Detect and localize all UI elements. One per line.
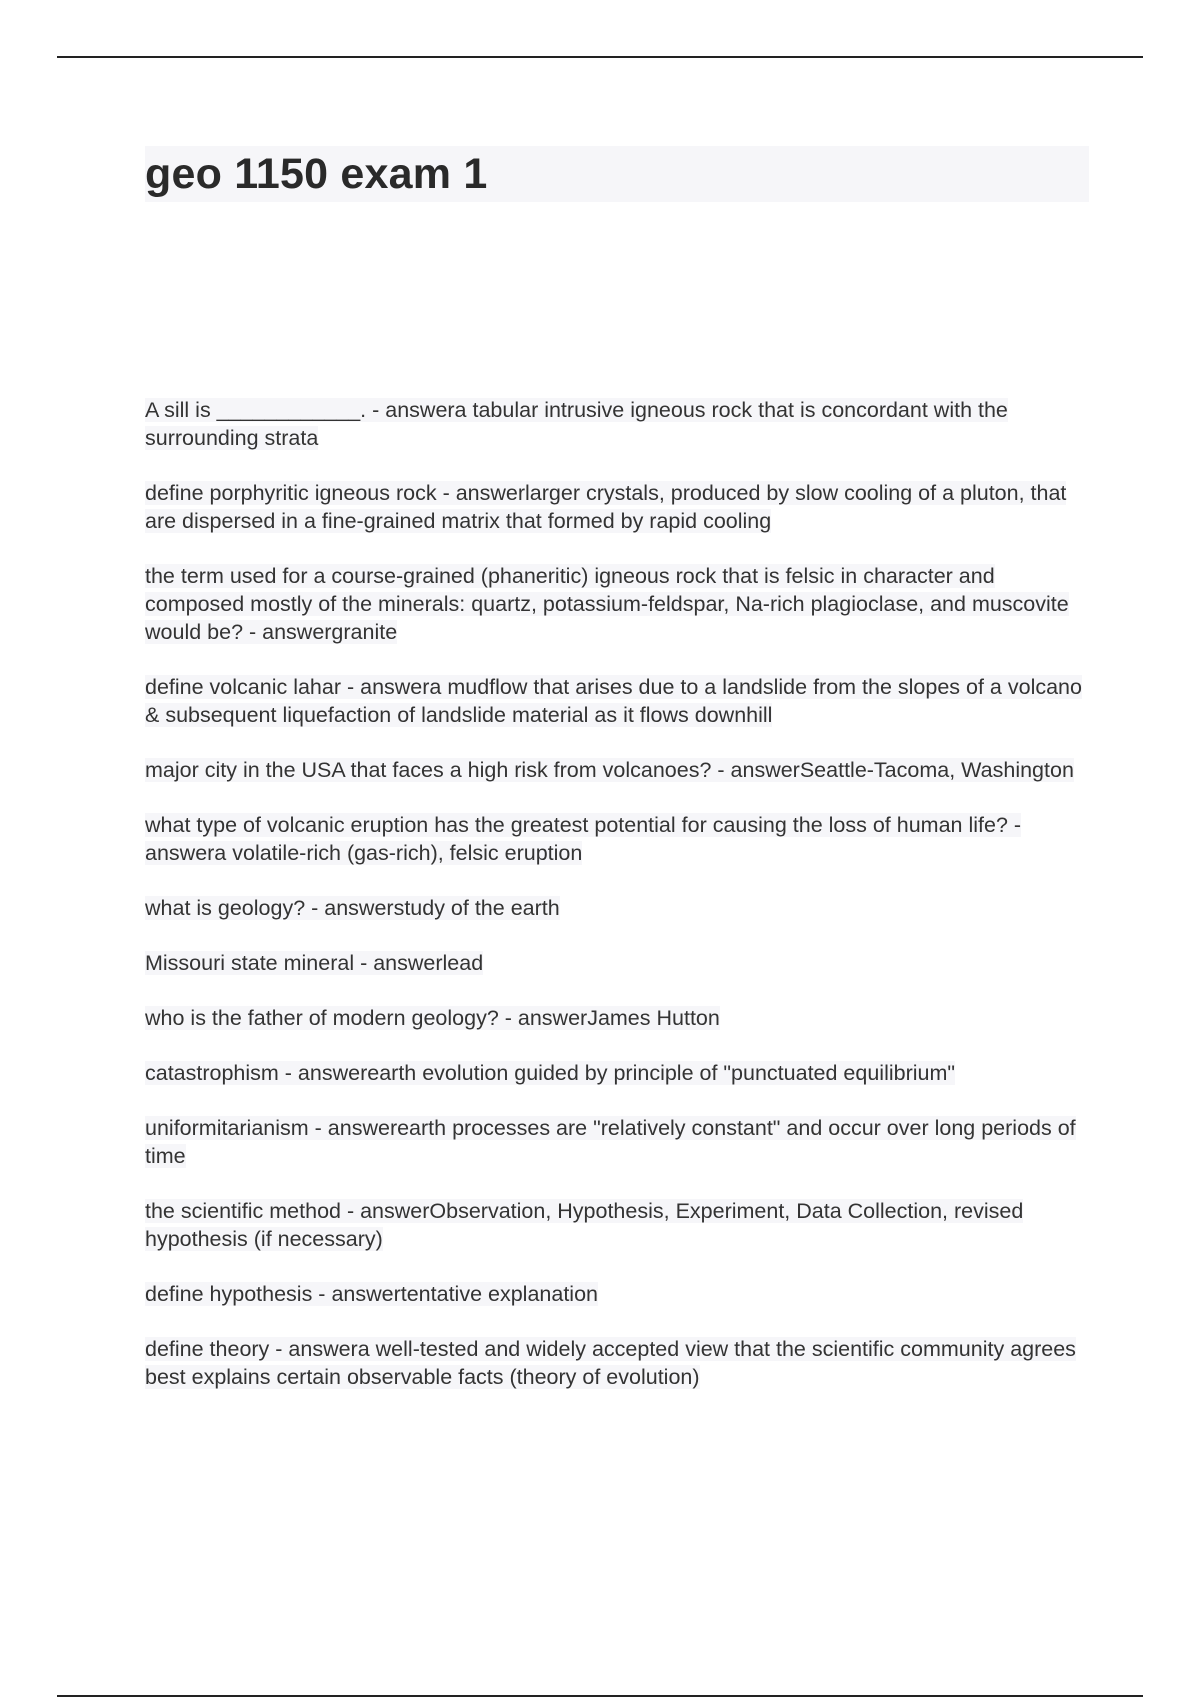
qa-text: define volcanic lahar - answera mudflow that arises due to a landslide from the slopes of a volcano & subsequent liquefaction of landslide material as it flows downhill [145, 675, 1082, 727]
qa-item [145, 1280, 1089, 1308]
top-rule [57, 56, 1143, 58]
qa-item [145, 756, 1089, 784]
qa-text: define porphyritic igneous rock - answerlarger crystals, produced by slow cooling of a pluton, that are dispersed in a fine-grained matrix that formed by rapid cooling [145, 481, 1067, 533]
qa-text: the term used for a course-grained (phaneritic) igneous rock that is felsic in character and composed mostly of the minerals: quartz, potassium-feldspar, Na-rich plagioclase, and muscovite would be? - answergranite [145, 564, 1069, 644]
qa-text: catastrophism - answerearth evolution guided by principle of "punctuated equilibrium" [145, 1061, 956, 1085]
qa-item [145, 1004, 1089, 1032]
qa-item [145, 811, 1089, 867]
qa-text: Missouri state mineral - answerlead [145, 951, 484, 975]
qa-item [145, 673, 1089, 729]
qa-list [145, 396, 1089, 1418]
qa-text: A sill is ____________. - answera tabular intrusive igneous rock that is concordant with the surrounding strata [145, 398, 1008, 450]
qa-item [145, 396, 1089, 452]
qa-item [145, 1335, 1089, 1391]
qa-text: the scientific method - answerObservation, Hypothesis, Experiment, Data Collection, revised hypothesis (if necessary) [145, 1199, 1024, 1251]
qa-item [145, 1059, 1089, 1087]
qa-item [145, 1114, 1089, 1170]
qa-item [145, 562, 1089, 646]
qa-text: uniformitarianism - answerearth processes are "relatively constant" and occur over long periods of time [145, 1116, 1076, 1168]
qa-item [145, 1197, 1089, 1253]
qa-text: define theory - answera well-tested and widely accepted view that the scientific community agrees best explains certain observable facts (theory of evolution) [145, 1337, 1076, 1389]
title-block [145, 146, 1089, 202]
qa-text: define hypothesis - answertentative explanation [145, 1282, 598, 1306]
qa-item [145, 479, 1089, 535]
qa-text: what type of volcanic eruption has the greatest potential for causing the loss of human life? - answera volatile-rich (gas-rich), felsic eruption [145, 813, 1022, 865]
qa-item [145, 894, 1089, 922]
page-title: geo 1150 exam 1 [145, 150, 488, 198]
qa-text: who is the father of modern geology? - answerJames Hutton [145, 1006, 720, 1030]
qa-text: what is geology? - answerstudy of the earth [145, 896, 560, 920]
qa-text: major city in the USA that faces a high risk from volcanoes? - answerSeattle-Tacoma, Washington [145, 758, 1074, 782]
bottom-rule [57, 1695, 1143, 1697]
qa-item [145, 949, 1089, 977]
